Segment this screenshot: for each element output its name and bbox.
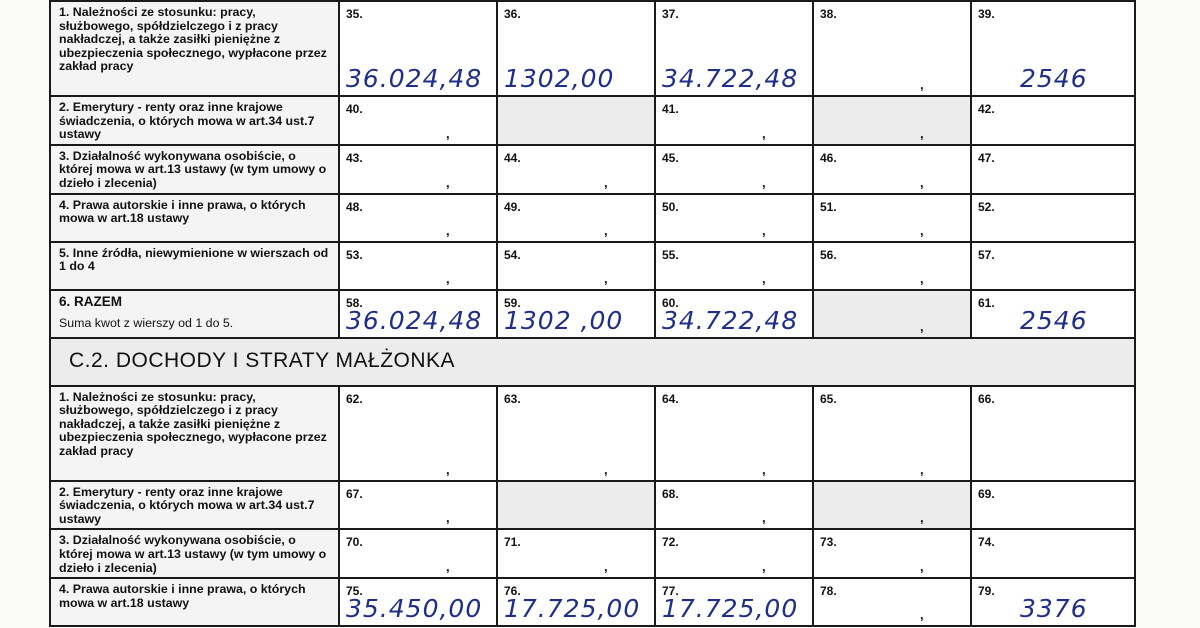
- row-label: 3. Działalność wykonywana osobiście, o której mowa w art.13 ustawy (w tym umowy o dzieło i zlecenia): [50, 145, 339, 194]
- taxpayer-cell[interactable]: [339, 1, 497, 96]
- decimal-comma: ,: [762, 461, 766, 477]
- taxpayer-cell[interactable]: [971, 96, 1135, 145]
- taxpayer-cell[interactable]: [655, 145, 813, 194]
- field-number: 77.: [662, 584, 679, 599]
- decimal-comma: ,: [604, 222, 608, 238]
- total-cell[interactable]: [339, 290, 497, 338]
- field-number: 65.: [820, 391, 837, 406]
- taxpayer-cell[interactable]: [813, 96, 971, 145]
- taxpayer-row: [50, 1, 1135, 96]
- spouse-cell[interactable]: [497, 529, 655, 578]
- field-number: 38.: [820, 7, 837, 21]
- decimal-comma: ,: [604, 174, 608, 190]
- spouse-row: [50, 481, 1135, 530]
- spouse-cell[interactable]: [497, 481, 655, 530]
- spouse-cell[interactable]: [813, 386, 971, 481]
- row-label: 1. Należności ze stosunku: pracy, służbowego, spółdzielczego i z pracy nakładczej, a także zasiłki pieniężne z ubezpieczenia społecznego, wypłacone przez zakład pracy: [50, 386, 339, 481]
- handwritten-amount: 34.722,48: [662, 64, 799, 93]
- total-cell[interactable]: [655, 290, 813, 338]
- decimal-comma: ,: [920, 77, 924, 92]
- field-number: 36.: [504, 7, 521, 21]
- field-number: 55.: [662, 247, 679, 262]
- row-label: 4. Prawa autorskie i inne prawa, o których mowa w art.18 ustawy: [50, 194, 339, 242]
- taxpayer-cell[interactable]: [655, 96, 813, 145]
- field-number: 63.: [504, 391, 521, 406]
- field-number: 67.: [346, 486, 363, 501]
- field-number: 42.: [978, 102, 995, 116]
- spouse-cell[interactable]: [655, 529, 813, 578]
- spouse-cell[interactable]: [655, 386, 813, 481]
- handwritten-amount: 1302 ,00: [504, 305, 624, 335]
- field-number: 46.: [820, 150, 837, 165]
- decimal-comma: ,: [762, 174, 766, 190]
- decimal-comma: ,: [604, 461, 608, 477]
- handwritten-amount: 35.450,00: [346, 594, 483, 624]
- spouse-cell[interactable]: [971, 529, 1135, 578]
- decimal-comma: ,: [762, 222, 766, 238]
- decimal-comma: ,: [762, 510, 766, 526]
- decimal-comma: ,: [446, 510, 450, 526]
- row-label: 2. Emerytury - renty oraz inne krajowe świadczenia, o których mowa w art.34 ust.7 ustawy: [50, 96, 339, 145]
- handwritten-amount: 36.024,48: [346, 305, 483, 335]
- spouse-cell[interactable]: [655, 481, 813, 530]
- taxpayer-cell[interactable]: [813, 194, 971, 242]
- decimal-comma: ,: [446, 222, 450, 238]
- spouse-cell[interactable]: [813, 481, 971, 530]
- field-number: 59.: [504, 295, 521, 310]
- decimal-comma: ,: [920, 510, 924, 526]
- spouse-cell[interactable]: [971, 481, 1135, 530]
- field-number: 51.: [820, 199, 837, 214]
- field-number: 74.: [978, 535, 995, 550]
- field-number: 52.: [978, 199, 995, 214]
- taxpayer-cell[interactable]: [497, 145, 655, 194]
- field-number: 49.: [504, 199, 521, 214]
- taxpayer-row: [50, 242, 1135, 290]
- handwritten-amount: 34.722,48: [662, 305, 799, 335]
- taxpayer-cell[interactable]: [971, 1, 1135, 96]
- field-number: 43.: [346, 150, 363, 165]
- decimal-comma: ,: [762, 559, 766, 575]
- handwritten-amount: 3376: [1020, 594, 1088, 624]
- handwritten-amount: 1302,00: [504, 64, 615, 93]
- decimal-comma: ,: [920, 125, 924, 141]
- total-cell[interactable]: [813, 290, 971, 338]
- field-number: 70.: [346, 535, 363, 550]
- field-number: 56.: [820, 247, 837, 262]
- handwritten-amount: 2546: [1020, 64, 1088, 93]
- field-number: 48.: [346, 199, 363, 214]
- field-number: 75.: [346, 584, 363, 599]
- section-title: C.2. DOCHODY I STRATY MAŁŻONKA: [69, 348, 456, 372]
- taxpayer-cell[interactable]: [497, 96, 655, 145]
- field-number: 62.: [346, 391, 363, 406]
- row-label: 5. Inne źródła, niewymienione w wierszach od 1 do 4: [50, 242, 339, 290]
- field-number: 58.: [346, 295, 363, 310]
- taxpayer-row: [50, 145, 1135, 194]
- taxpayer-cell[interactable]: [813, 145, 971, 194]
- total-subtitle: Suma kwot z wierszy od 1 do 5.: [59, 316, 234, 331]
- decimal-comma: ,: [920, 222, 924, 238]
- decimal-comma: ,: [446, 461, 450, 477]
- taxpayer-cell[interactable]: [971, 194, 1135, 242]
- taxpayer-cell[interactable]: [971, 145, 1135, 194]
- field-number: 78.: [820, 584, 837, 599]
- income-table: [49, 0, 1136, 627]
- spouse-row: [50, 386, 1135, 481]
- section-header-row: [50, 338, 1135, 386]
- total-row: [50, 290, 1135, 338]
- taxpayer-cell[interactable]: [813, 242, 971, 290]
- field-number: 39.: [978, 7, 995, 21]
- field-number: 35.: [346, 7, 363, 21]
- decimal-comma: ,: [446, 125, 450, 141]
- field-number: 64.: [662, 391, 679, 406]
- field-number: 68.: [662, 486, 679, 501]
- spouse-cell[interactable]: [813, 578, 971, 626]
- taxpayer-cell[interactable]: [339, 145, 497, 194]
- taxpayer-cell[interactable]: [655, 194, 813, 242]
- decimal-comma: ,: [446, 559, 450, 575]
- taxpayer-cell[interactable]: [497, 242, 655, 290]
- handwritten-amount: 2546: [1020, 305, 1088, 335]
- field-number: 53.: [346, 247, 363, 262]
- spouse-cell[interactable]: [971, 386, 1135, 481]
- spouse-cell[interactable]: [339, 578, 497, 626]
- field-number: 37.: [662, 7, 679, 21]
- field-number: 73.: [820, 535, 837, 550]
- spouse-row: [50, 529, 1135, 578]
- spouse-cell[interactable]: [497, 578, 655, 626]
- taxpayer-cell[interactable]: [655, 1, 813, 96]
- decimal-comma: ,: [920, 607, 924, 623]
- spouse-cell[interactable]: [813, 529, 971, 578]
- taxpayer-cell[interactable]: [497, 1, 655, 96]
- decimal-comma: ,: [446, 270, 450, 286]
- field-number: 71.: [504, 535, 521, 550]
- handwritten-amount: 17.725,00: [662, 594, 799, 624]
- field-number: 79.: [978, 584, 995, 599]
- spouse-cell[interactable]: [655, 578, 813, 626]
- decimal-comma: ,: [762, 125, 766, 141]
- taxpayer-cell[interactable]: [813, 1, 971, 96]
- field-number: 40.: [346, 102, 363, 116]
- taxpayer-cell[interactable]: [497, 194, 655, 242]
- taxpayer-row: [50, 194, 1135, 242]
- field-number: 54.: [504, 247, 521, 262]
- decimal-comma: ,: [920, 270, 924, 286]
- taxpayer-cell[interactable]: [339, 242, 497, 290]
- row-label: 2. Emerytury - renty oraz inne krajowe świadczenia, o których mowa w art.34 ust.7 ustawy: [50, 481, 339, 530]
- row-label: 3. Działalność wykonywana osobiście, o której mowa w art.13 ustawy (w tym umowy o dzieło i zlecenia): [50, 529, 339, 578]
- taxpayer-row: [50, 96, 1135, 145]
- decimal-comma: ,: [920, 174, 924, 190]
- decimal-comma: ,: [920, 559, 924, 575]
- total-label: [50, 290, 339, 338]
- spouse-cell[interactable]: [339, 481, 497, 530]
- decimal-comma: ,: [446, 174, 450, 190]
- handwritten-amount: 36.024,48: [346, 64, 483, 93]
- field-number: 66.: [978, 391, 995, 406]
- total-title: 6. RAZEM: [59, 293, 123, 309]
- field-number: 47.: [978, 150, 995, 165]
- row-label: 4. Prawa autorskie i inne prawa, o których mowa w art.18 ustawy: [50, 578, 339, 626]
- total-cell[interactable]: [497, 290, 655, 338]
- field-number: 41.: [662, 102, 679, 116]
- field-number: 44.: [504, 150, 521, 165]
- spouse-cell[interactable]: [339, 386, 497, 481]
- row-label: 1. Należności ze stosunku: pracy, służbowego, spółdzielczego i z pracy nakładczej, a także zasiłki pieniężne z ubezpieczenia społecznego, wypłacone przez zakład pracy: [50, 1, 339, 96]
- total-cell[interactable]: [971, 290, 1135, 338]
- decimal-comma: ,: [604, 559, 608, 575]
- spouse-row: [50, 578, 1135, 626]
- field-number: 60.: [662, 295, 679, 310]
- spouse-cell[interactable]: [971, 578, 1135, 626]
- field-number: 69.: [978, 486, 995, 501]
- spouse-cell[interactable]: [339, 529, 497, 578]
- taxpayer-cell[interactable]: [339, 194, 497, 242]
- taxpayer-cell[interactable]: [339, 96, 497, 145]
- field-number: 57.: [978, 247, 995, 262]
- decimal-comma: ,: [604, 270, 608, 286]
- field-number: 72.: [662, 535, 679, 550]
- field-number: 61.: [978, 295, 995, 310]
- field-number: 50.: [662, 199, 679, 214]
- decimal-comma: ,: [762, 270, 766, 286]
- field-number: 76.: [504, 584, 521, 599]
- field-number: 45.: [662, 150, 679, 165]
- taxpayer-cell[interactable]: [655, 242, 813, 290]
- spouse-cell[interactable]: [497, 386, 655, 481]
- handwritten-amount: 17.725,00: [504, 594, 641, 624]
- decimal-comma: ,: [920, 461, 924, 477]
- decimal-comma: ,: [920, 318, 924, 334]
- taxpayer-cell[interactable]: [971, 242, 1135, 290]
